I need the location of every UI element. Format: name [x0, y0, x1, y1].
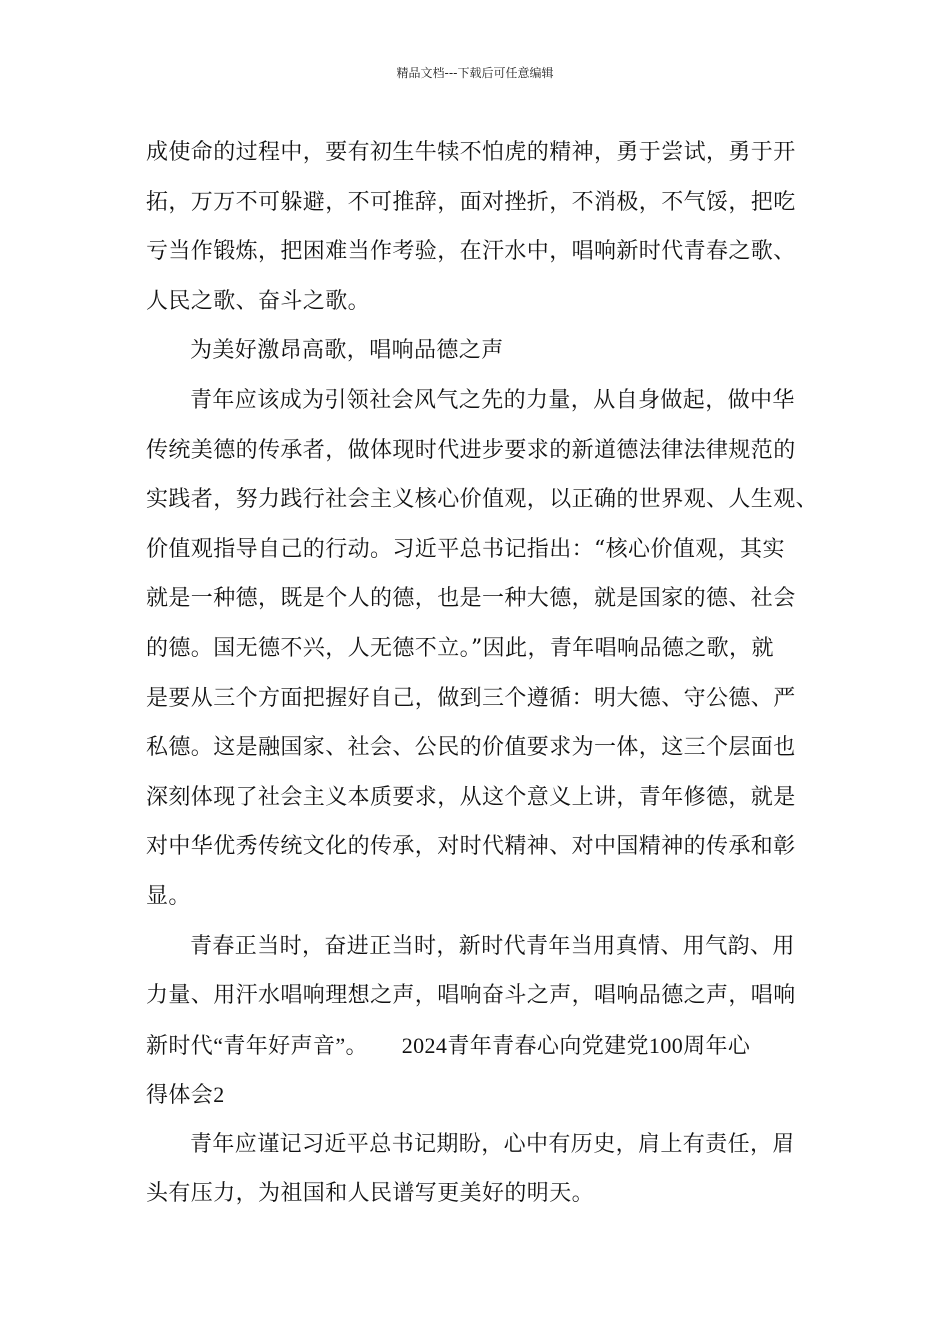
paragraph-line: 得体会2 — [146, 1082, 225, 1108]
paragraph-line: 亏当作锻炼，把困难当作考验，在汗水中，唱响新时代青春之歌、 — [146, 239, 796, 265]
paragraph-line: 显。 — [146, 883, 191, 909]
body-text — [146, 128, 819, 1219]
paragraph-line: 拓，万万不可躲避，不可推辞，面对挫折，不消极，不气馁，把吃 — [146, 189, 796, 215]
paragraph-line: 青春正当时，奋进正当时，新时代青年当用真情、用气韵、用 — [190, 933, 795, 959]
paragraph-line: 头有压力，为祖国和人民谱写更美好的明天。 — [146, 1181, 595, 1207]
paragraph-line: 人民之歌、奋斗之歌。 — [146, 288, 371, 314]
page-header: 精品文档---下载后可任意编辑 — [396, 66, 554, 80]
paragraph-line: 私德。这是融国家、社会、公民的价值要求为一体，这三个层面也 — [146, 735, 796, 761]
paragraph-line: 就是一种德，既是个人的德，也是一种大德，就是国家的德、社会 — [146, 586, 796, 612]
paragraph-line: 实践者，努力践行社会主义核心价值观，以正确的世界观、人生观、 — [146, 487, 819, 513]
paragraph-line: 新时代“青年好声音”。 2024青年青春心向党建党100周年心 — [146, 1032, 751, 1058]
paragraph-line: 价值观指导自己的行动。习近平总书记指出：“核心价值观，其实 — [146, 536, 785, 562]
paragraph-line: 青年应该成为引领社会风气之先的力量，从自身做起，做中华 — [190, 387, 795, 413]
paragraph-line: 的德。国无德不兴，人无德不立。”因此，青年唱响品德之歌，就 — [146, 635, 774, 661]
paragraph-line: 传统美德的传承者，做体现时代进步要求的新道德法律法律规范的 — [146, 437, 796, 463]
paragraph-line: 是要从三个方面把握好自己，做到三个遵循：明大德、守公德、严 — [146, 685, 796, 711]
paragraph-line: 成使命的过程中，要有初生牛犊不怕虎的精神，勇于尝试，勇于开 — [146, 140, 796, 165]
paragraph-line: 力量、用汗水唱响理想之声，唱响奋斗之声，唱响品德之声，唱响 — [146, 983, 796, 1009]
paragraph-line: 深刻体现了社会主义本质要求，从这个意义上讲，青年修德，就是 — [146, 784, 796, 810]
paragraph-line: 对中华优秀传统文化的传承，对时代精神、对中国精神的传承和彰 — [146, 834, 796, 860]
section-heading: 为美好激昂高歌，唱响品德之声 — [190, 338, 504, 364]
paragraph-line: 青年应谨记习近平总书记期盼，心中有历史，肩上有责任，眉 — [190, 1131, 795, 1157]
